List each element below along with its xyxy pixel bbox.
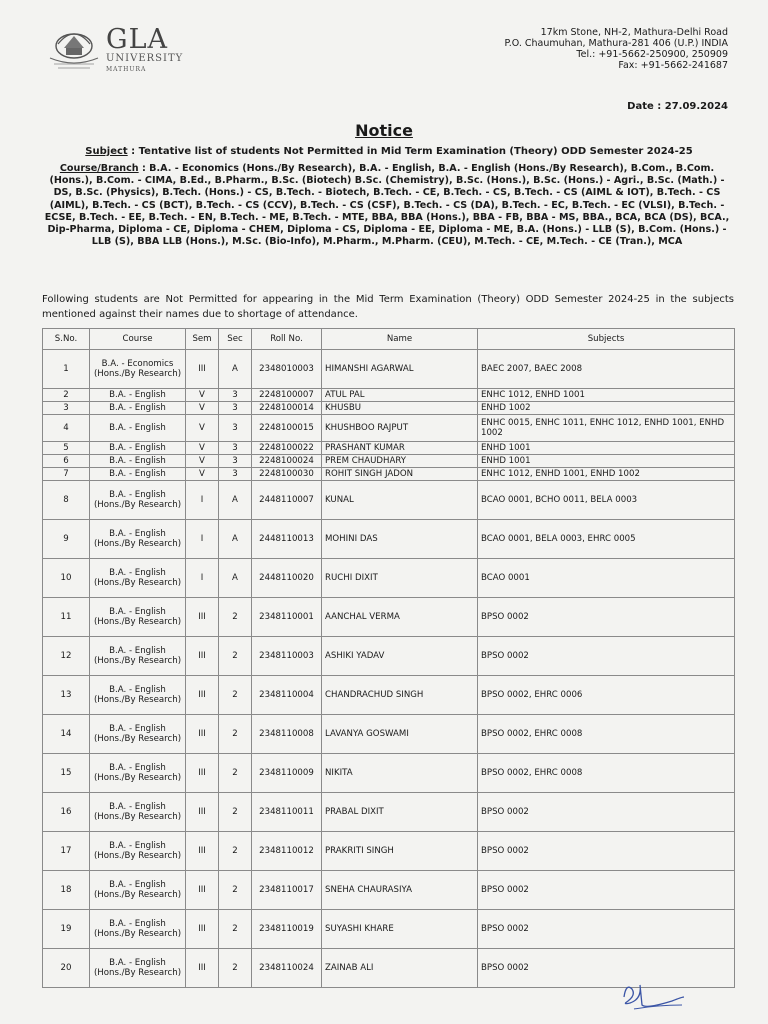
cell-sem: III <box>186 350 219 389</box>
signature <box>612 975 692 1015</box>
cell-sec: 2 <box>219 676 252 715</box>
cell-sem: I <box>186 481 219 520</box>
cell-course: B.A. - English (Hons./By Research) <box>90 871 186 910</box>
cell-sno: 11 <box>43 598 90 637</box>
subject-label: Subject <box>85 146 128 157</box>
cell-course: B.A. - English (Hons./By Research) <box>90 520 186 559</box>
table-row <box>43 455 735 468</box>
course-label: Course/Branch <box>59 163 139 174</box>
cell-sem: III <box>186 949 219 988</box>
col-header-roll: Roll No. <box>252 329 322 350</box>
cell-sem: III <box>186 871 219 910</box>
university-subtitle: UNIVERSITY <box>106 53 184 64</box>
table-row <box>43 754 735 793</box>
cell-sem: III <box>186 754 219 793</box>
cell-sec: A <box>219 520 252 559</box>
cell-roll-no: 2248100024 <box>252 455 322 468</box>
cell-subjects: BPSO 0002, EHRC 0008 <box>478 715 735 754</box>
cell-roll-no: 2348110009 <box>252 754 322 793</box>
cell-roll-no: 2448110013 <box>252 520 322 559</box>
cell-roll-no: 2248100007 <box>252 389 322 402</box>
cell-sec: 2 <box>219 793 252 832</box>
cell-course: B.A. - English (Hons./By Research) <box>90 793 186 832</box>
cell-course: B.A. - English (Hons./By Research) <box>90 598 186 637</box>
cell-student-name: KUNAL <box>322 481 478 520</box>
cell-sec: A <box>219 481 252 520</box>
cell-sem: V <box>186 415 219 442</box>
cell-sno: 5 <box>43 442 90 455</box>
university-crest-icon <box>44 22 104 78</box>
cell-sno: 4 <box>43 415 90 442</box>
cell-subjects: BPSO 0002 <box>478 949 735 988</box>
cell-student-name: ASHIKI YADAV <box>322 637 478 676</box>
cell-sec: 3 <box>219 442 252 455</box>
cell-course: B.A. - English (Hons./By Research) <box>90 676 186 715</box>
cell-sno: 12 <box>43 637 90 676</box>
table-row <box>43 910 735 949</box>
col-header-sem: Sem <box>186 329 219 350</box>
cell-subjects: BPSO 0002 <box>478 910 735 949</box>
cell-student-name: PREM CHAUDHARY <box>322 455 478 468</box>
cell-course: B.A. - English (Hons./By Research) <box>90 715 186 754</box>
cell-student-name: RUCHI DIXIT <box>322 559 478 598</box>
cell-course: B.A. - English <box>90 389 186 402</box>
cell-sec: 2 <box>219 871 252 910</box>
cell-student-name: HIMANSHI AGARWAL <box>322 350 478 389</box>
cell-subjects: BPSO 0002 <box>478 832 735 871</box>
table-row <box>43 676 735 715</box>
cell-sno: 2 <box>43 389 90 402</box>
cell-sec: 2 <box>219 754 252 793</box>
cell-sno: 8 <box>43 481 90 520</box>
cell-roll-no: 2248100022 <box>252 442 322 455</box>
cell-roll-no: 2348010003 <box>252 350 322 389</box>
cell-sem: I <box>186 559 219 598</box>
cell-sem: III <box>186 715 219 754</box>
not-permitted-table <box>42 328 735 988</box>
cell-student-name: AANCHAL VERMA <box>322 598 478 637</box>
table-row <box>43 520 735 559</box>
cell-roll-no: 2348110003 <box>252 637 322 676</box>
cell-student-name: PRASHANT KUMAR <box>322 442 478 455</box>
cell-sno: 6 <box>43 455 90 468</box>
cell-sec: 2 <box>219 598 252 637</box>
cell-subjects: BPSO 0002 <box>478 598 735 637</box>
cell-subjects: ENHD 1002 <box>478 402 735 415</box>
cell-student-name: ROHIT SINGH JADON <box>322 468 478 481</box>
table-row <box>43 598 735 637</box>
cell-subjects: BPSO 0002 <box>478 637 735 676</box>
cell-subjects: BPSO 0002, EHRC 0006 <box>478 676 735 715</box>
table-row <box>43 793 735 832</box>
subject-text: : Tentative list of students Not Permitted in Mid Term Examination (Theory) ODD Semester 2024-25 <box>127 146 693 157</box>
cell-sno: 7 <box>43 468 90 481</box>
col-header-name: Name <box>322 329 478 350</box>
cell-course: B.A. - English (Hons./By Research) <box>90 832 186 871</box>
cell-sec: 3 <box>219 415 252 442</box>
cell-student-name: PRABAL DIXIT <box>322 793 478 832</box>
cell-subjects: ENHC 0015, ENHC 1011, ENHC 1012, ENHD 1001, ENHD 1002 <box>478 415 735 442</box>
cell-roll-no: 2348110012 <box>252 832 322 871</box>
cell-course: B.A. - Economics (Hons./By Research) <box>90 350 186 389</box>
cell-subjects: BCAO 0001, BCHO 0011, BELA 0003 <box>478 481 735 520</box>
cell-roll-no: 2348110004 <box>252 676 322 715</box>
cell-subjects: BCAO 0001, BELA 0003, EHRC 0005 <box>478 520 735 559</box>
course-text: : B.A. - Economics (Hons./By Research), B.A. - English, B.A. - English (Hons./By Research), B.Com., B.Com. (Hons.), B.Com. - CIMA, B.Ed., B.Pharm., B.Sc. (Biotech) B.Sc. (Chemistry), B.Sc. (Hons.), B.Sc. (Hons.) - Agri., B.Sc. (Math.) - DS, B.Sc. (Physics), B.Tech. (Hons.) - CS, B.Tech. - Biotech, B.Tech. - CE, B.Tech. - CS, B.Tech. - CS (AIML & IOT), B.Tech. - CS (AIML), B.Tech. - CS (BCT), B.Tech. - CS (CCV), B.Tech. - CS (CSF), B.Tech. - CS (DA), B.Tech. - EC, B.Tech. - EC (VLSI), B.Tech. - ECSE, B.Tech. - EE, B.Tech. - EN, B.Tech. - ME, B.Tech. - MTE, BBA, BBA (Hons.), BBA - FB, BBA - MS, BBA., BCA, BCA (DS), BCA., Dip-Pharma, Diploma - CE, Diploma - CHEM, Diploma - CS, Diploma - EE, Diploma - ME, B.A. (Hons.) - LLB (S), B.Com. (Hons.) - LLB (S), BBA LLB (Hons.), M.Sc. (Bio-Info), M.Pharm., M.Pharm. (CEU), M.Tech. - CE, M.Tech. - CE (Tran.), MCA <box>44 163 730 248</box>
cell-sec: 2 <box>219 715 252 754</box>
cell-course: B.A. - English <box>90 442 186 455</box>
table-header-row <box>43 329 735 350</box>
notice-subject <box>44 146 734 157</box>
cell-student-name: NIKITA <box>322 754 478 793</box>
cell-roll-no: 2248100030 <box>252 468 322 481</box>
table-row <box>43 637 735 676</box>
intro-paragraph: Following students are Not Permitted for appearing in the Mid Term Examination (Theory) ODD Semester 2024-25 in the subjects mentioned against their names due to shortage of attendance. <box>42 294 734 320</box>
cell-student-name: CHANDRACHUD SINGH <box>322 676 478 715</box>
cell-sec: 3 <box>219 389 252 402</box>
notice-title: Notice <box>355 121 413 140</box>
cell-sem: I <box>186 520 219 559</box>
cell-sno: 9 <box>43 520 90 559</box>
cell-roll-no: 2448110020 <box>252 559 322 598</box>
cell-course: B.A. - English <box>90 415 186 442</box>
table-row <box>43 559 735 598</box>
cell-roll-no: 2348110008 <box>252 715 322 754</box>
cell-student-name: KHUSBU <box>322 402 478 415</box>
address-line: 17km Stone, NH-2, Mathura-Delhi Road <box>540 27 728 38</box>
cell-course: B.A. - English (Hons./By Research) <box>90 949 186 988</box>
cell-sno: 16 <box>43 793 90 832</box>
cell-sno: 18 <box>43 871 90 910</box>
table-row <box>43 402 735 415</box>
cell-student-name: LAVANYA GOSWAMI <box>322 715 478 754</box>
table-row <box>43 481 735 520</box>
address-block <box>504 27 728 71</box>
cell-subjects: BPSO 0002 <box>478 871 735 910</box>
table-row <box>43 415 735 442</box>
notice-date: Date : 27.09.2024 <box>627 101 728 112</box>
table-row <box>43 442 735 455</box>
table-row <box>43 350 735 389</box>
cell-roll-no: 2348110017 <box>252 871 322 910</box>
university-logo <box>44 22 194 78</box>
cell-student-name: SUYASHI KHARE <box>322 910 478 949</box>
cell-sem: III <box>186 832 219 871</box>
cell-roll-no: 2448110007 <box>252 481 322 520</box>
cell-sno: 3 <box>43 402 90 415</box>
cell-sem: III <box>186 676 219 715</box>
cell-sec: 2 <box>219 910 252 949</box>
cell-sec: 3 <box>219 468 252 481</box>
cell-sno: 17 <box>43 832 90 871</box>
phone-line: Tel.: +91-5662-250900, 250909 <box>576 49 728 60</box>
cell-sec: 2 <box>219 949 252 988</box>
table-row <box>43 832 735 871</box>
cell-sem: V <box>186 468 219 481</box>
cell-sec: 2 <box>219 637 252 676</box>
cell-sem: III <box>186 598 219 637</box>
col-header-subjects: Subjects <box>478 329 735 350</box>
cell-student-name: ZAINAB ALI <box>322 949 478 988</box>
cell-sem: V <box>186 442 219 455</box>
col-header-course: Course <box>90 329 186 350</box>
cell-sem: III <box>186 793 219 832</box>
col-header-sec: Sec <box>219 329 252 350</box>
cell-roll-no: 2348110011 <box>252 793 322 832</box>
cell-student-name: SNEHA CHAURASIYA <box>322 871 478 910</box>
cell-subjects: ENHC 1012, ENHD 1001 <box>478 389 735 402</box>
address-line: P.O. Chaumuhan, Mathura-281 406 (U.P.) INDIA <box>504 38 728 49</box>
col-header-sno: S.No. <box>43 329 90 350</box>
cell-sno: 19 <box>43 910 90 949</box>
cell-student-name: PRAKRITI SINGH <box>322 832 478 871</box>
cell-course: B.A. - English (Hons./By Research) <box>90 910 186 949</box>
cell-subjects: BPSO 0002 <box>478 793 735 832</box>
cell-sec: 3 <box>219 402 252 415</box>
table-row <box>43 389 735 402</box>
cell-course: B.A. - English <box>90 402 186 415</box>
cell-course: B.A. - English (Hons./By Research) <box>90 637 186 676</box>
cell-roll-no: 2348110024 <box>252 949 322 988</box>
university-city: MATHURA <box>106 66 147 73</box>
cell-student-name: MOHINI DAS <box>322 520 478 559</box>
cell-course: B.A. - English (Hons./By Research) <box>90 481 186 520</box>
cell-sem: III <box>186 637 219 676</box>
table-row <box>43 468 735 481</box>
cell-sno: 1 <box>43 350 90 389</box>
cell-sno: 13 <box>43 676 90 715</box>
cell-course: B.A. - English <box>90 455 186 468</box>
cell-subjects: ENHD 1001 <box>478 455 735 468</box>
cell-subjects: BAEC 2007, BAEC 2008 <box>478 350 735 389</box>
cell-course: B.A. - English (Hons./By Research) <box>90 559 186 598</box>
cell-roll-no: 2248100014 <box>252 402 322 415</box>
table-row <box>43 715 735 754</box>
cell-student-name: KHUSHBOO RAJPUT <box>322 415 478 442</box>
cell-student-name: ATUL PAL <box>322 389 478 402</box>
table-row <box>43 871 735 910</box>
cell-sec: A <box>219 350 252 389</box>
cell-sno: 10 <box>43 559 90 598</box>
cell-subjects: BPSO 0002, EHRC 0008 <box>478 754 735 793</box>
cell-sno: 15 <box>43 754 90 793</box>
cell-sem: V <box>186 389 219 402</box>
cell-sec: A <box>219 559 252 598</box>
cell-subjects: BCAO 0001 <box>478 559 735 598</box>
fax-line: Fax: +91-5662-241687 <box>618 60 728 71</box>
cell-sec: 3 <box>219 455 252 468</box>
cell-course: B.A. - English <box>90 468 186 481</box>
letterhead <box>0 0 768 80</box>
cell-sno: 14 <box>43 715 90 754</box>
cell-sno: 20 <box>43 949 90 988</box>
cell-sem: V <box>186 402 219 415</box>
cell-roll-no: 2348110019 <box>252 910 322 949</box>
cell-course: B.A. - English (Hons./By Research) <box>90 754 186 793</box>
cell-roll-no: 2248100015 <box>252 415 322 442</box>
cell-roll-no: 2348110001 <box>252 598 322 637</box>
cell-subjects: ENHC 1012, ENHD 1001, ENHD 1002 <box>478 468 735 481</box>
table-body <box>43 350 735 988</box>
university-name: GLA <box>106 24 168 55</box>
cell-subjects: ENHD 1001 <box>478 442 735 455</box>
cell-sem: III <box>186 910 219 949</box>
course-branch-list <box>42 163 732 248</box>
cell-sem: V <box>186 455 219 468</box>
cell-sec: 2 <box>219 832 252 871</box>
